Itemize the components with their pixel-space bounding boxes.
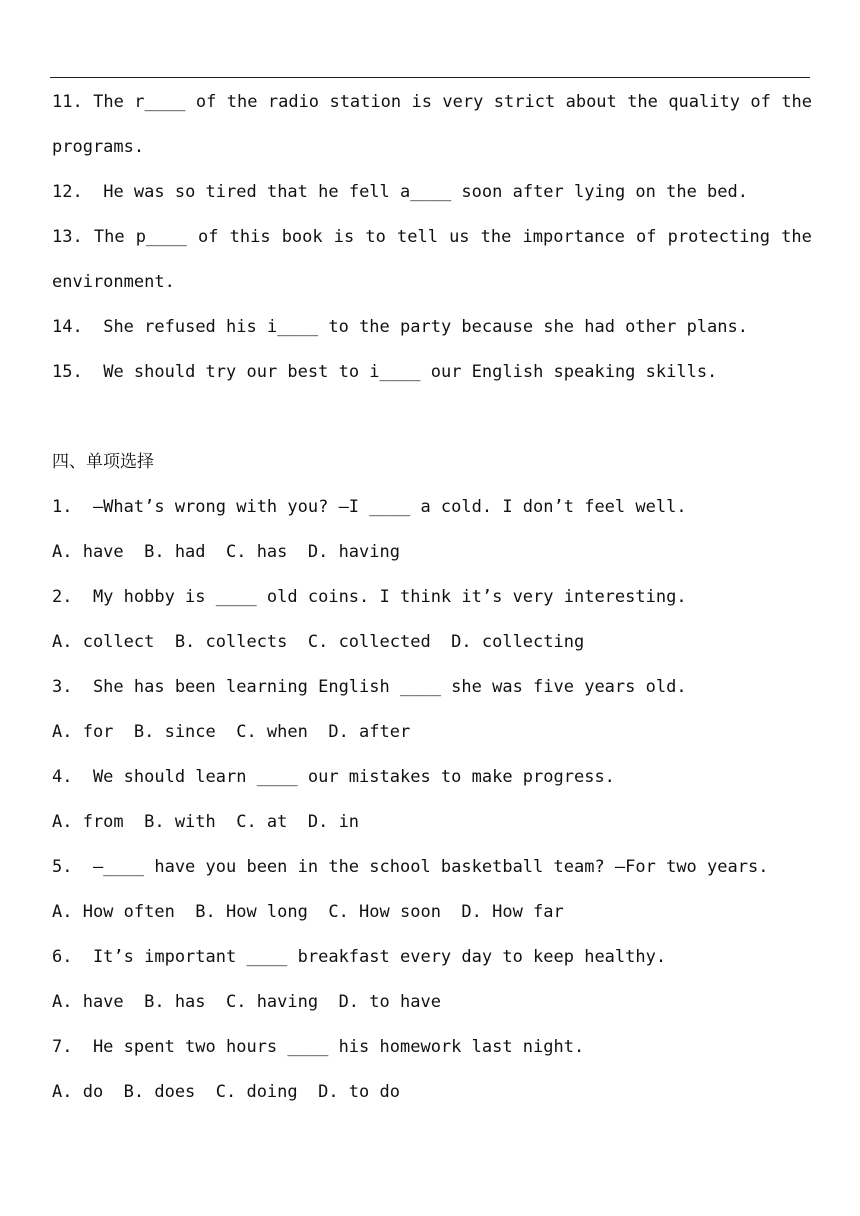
word: protecting [667, 227, 770, 247]
question-1: 1. —What’s wrong with you? —I ____ a cold. I don’t feel well. [52, 497, 687, 517]
question-2: 2. My hobby is ____ old coins. I think it’s very interesting. [52, 587, 687, 607]
word: to [365, 227, 386, 247]
question-7: 7. He spent two hours ____ his homework last night. [52, 1037, 585, 1057]
question-6-options: A. have B. has C. having D. to have [52, 992, 441, 1012]
word-blank: p____ [135, 227, 187, 247]
word: radio [267, 92, 320, 112]
word: of [750, 92, 771, 112]
word: about [565, 92, 617, 112]
fill-in-item-13-line2: environment. [52, 272, 175, 292]
question-4-options: A. from B. with C. at D. in [52, 812, 360, 832]
header-rule [50, 77, 810, 78]
word: very [442, 92, 484, 112]
word: The [93, 227, 125, 247]
question-7-options: A. do B. does C. doing D. to do [52, 1082, 400, 1102]
question-3: 3. She has been learning English ____ she was five years old. [52, 677, 687, 697]
word: of [636, 227, 657, 247]
question-4: 4. We should learn ____ our mistakes to make progress. [52, 767, 615, 787]
item-text: We should try our best to i____ our English speaking skills. [103, 362, 718, 382]
question-1-options: A. have B. had C. has D. having [52, 542, 400, 562]
section-title: 四、单项选择 [52, 452, 154, 472]
word: us [449, 227, 470, 247]
word: of [198, 227, 219, 247]
item-number: 15. [52, 362, 83, 382]
word: is [333, 227, 355, 247]
word: book [281, 227, 323, 247]
word: tell [396, 227, 438, 247]
question-2-options: A. collect B. collects C. collected D. collecting [52, 632, 585, 652]
word: the [480, 227, 512, 247]
item-text: She refused his i____ to the party because she had other plans. [103, 317, 748, 337]
item-number: 14. [52, 317, 83, 337]
word-blank: r____ [134, 92, 186, 112]
question-5: 5. —____ have you been in the school basketball team? —For two years. [52, 857, 769, 877]
word: the [226, 92, 258, 112]
word: strict [493, 92, 556, 112]
fill-in-item-12 [52, 181, 812, 203]
question-6: 6. It’s important ____ breakfast every day to keep healthy. [52, 947, 667, 967]
word: the [627, 92, 658, 112]
question-3-options: A. for B. since C. when D. after [52, 722, 411, 742]
word: of [195, 92, 217, 112]
word: station [329, 92, 402, 112]
item-number: 12. [52, 182, 83, 202]
item-number: 11. [52, 92, 83, 112]
word: The [93, 92, 124, 112]
fill-in-item-13-line1 [52, 226, 812, 248]
fill-in-item-15 [52, 361, 812, 383]
fill-in-item-11-line2: programs. [52, 137, 145, 157]
fill-in-item-14 [52, 316, 812, 338]
fill-in-item-11-line1 [52, 91, 812, 113]
item-number: 13. [52, 227, 83, 247]
word: the [781, 227, 812, 247]
question-5-options: A. How often B. How long C. How soon D. How far [52, 902, 564, 922]
word: is [411, 92, 432, 112]
word: quality [668, 92, 740, 112]
word: the [781, 92, 812, 112]
word: this [229, 227, 271, 247]
item-text: He was so tired that he fell a____ soon after lying on the bed. [103, 182, 748, 202]
word: importance [522, 227, 625, 247]
